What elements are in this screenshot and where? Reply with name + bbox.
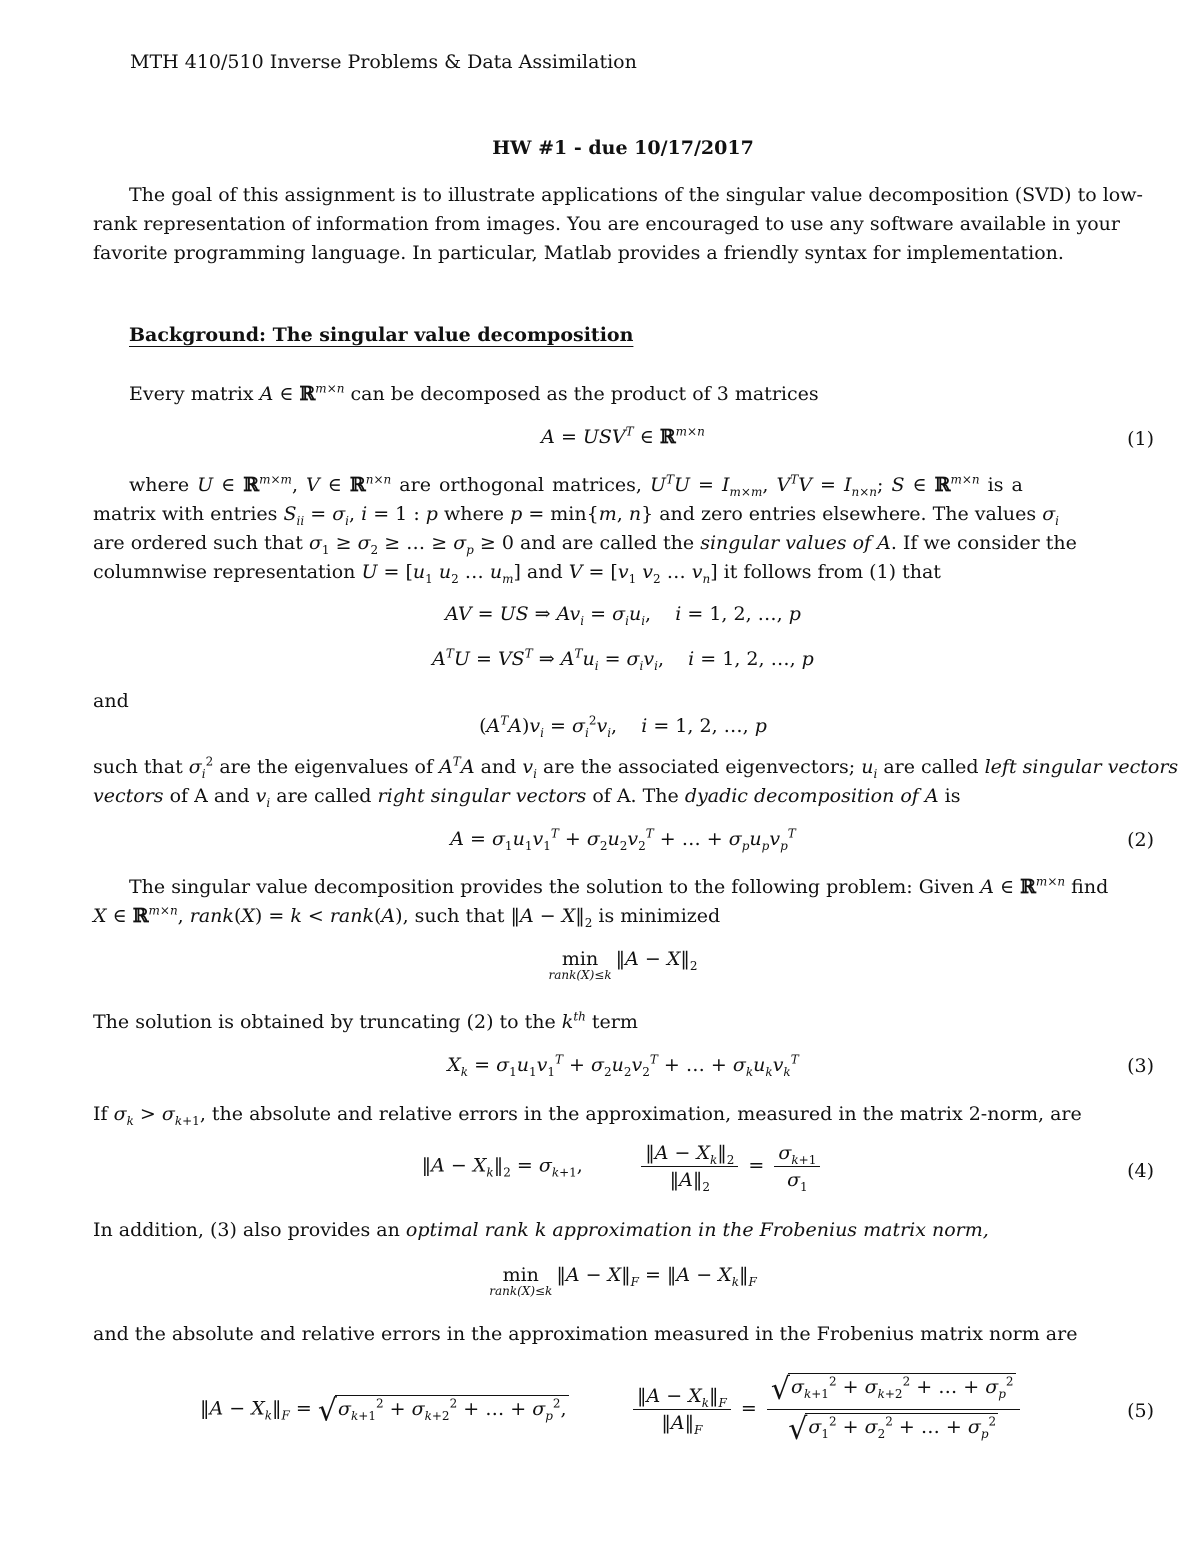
text-span: where <box>129 474 190 496</box>
text-span: right singular vectors <box>377 785 587 807</box>
text-frobenius: and the absolute and relative errors in the approximation measured in the Frobenius matrix norm are <box>93 1323 1078 1345</box>
equation-number: (5) <box>1127 1400 1154 1422</box>
equation-number: (1) <box>1127 428 1154 450</box>
equation-minF: min rank(X)≤k ‖A − $X‖_F$ = ‖A − $X_k‖_F$ <box>489 1264 757 1298</box>
text-line: are ordered such that $\sigma_1 \ge \sigma_2$ ≥ … ≥ $\sigma_p \ge 0$ and are called the singular values of A. If we consider the <box>93 532 1077 557</box>
page-title: HW #1 - due 10/17/2017 <box>492 137 754 159</box>
equation-min2: min rank(X)≤k ‖A − $X‖_2$ <box>548 948 698 982</box>
text-span: term <box>591 1011 638 1033</box>
text-line: X ∈ ℝ$^{m\times n}$, rank(X) = k < rank(A), such that ‖A − $X‖_2$ is minimized <box>93 903 721 930</box>
text-span: dyadic decomposition of A <box>684 785 939 807</box>
equation-4: ‖A − $X_k‖_2 = \sigma_{k+1}$, $\frac{‖A - X_k‖_2}{‖A‖_2}$ = $\frac{\sigma_{k+1}}{\sigma_1}$ <box>93 1142 1153 1191</box>
section-heading: Background: The singular value decomposition <box>129 324 634 346</box>
text-span: and <box>526 561 563 583</box>
text-line: matrix with entries $S_{ii} = \sigma_i$, i = 1 : p where p = min{m, n} and zero entries elsewhere. The values $\sigma_i$ <box>93 503 1060 528</box>
text-span: and zero entries elsewhere. The values <box>659 503 1037 525</box>
text-span: are the associated eigenvectors; <box>543 756 856 778</box>
text-span: , the absolute and relative errors in the approximation, measured in the matrix 2-norm, are <box>199 1103 1082 1125</box>
equation-2: $A = \sigma_1u_1v_1^T + \sigma_2u_2v_2^T$ + … + $\sigma_pu_pv_p^T$ <box>450 826 796 853</box>
text-span: can be decomposed as the product of 3 matrices <box>350 383 819 405</box>
text-span: . If we consider the <box>890 532 1077 554</box>
text-line: vectors of A and $v_i$ are called right singular vectors of A. The dyadic decomposition of A is <box>93 785 961 810</box>
text-span: is a <box>987 474 1023 496</box>
equation-number: (4) <box>1127 1160 1154 1182</box>
text-and: and <box>93 690 129 712</box>
text-span: optimal rank k approximation in the Frobenius matrix norm, <box>405 1219 989 1241</box>
text-span: and are called the <box>520 532 695 554</box>
text-span: , such that <box>402 905 505 927</box>
text-span: where <box>443 503 505 525</box>
equation-number: (3) <box>1127 1055 1154 1077</box>
text-span: are the eigenvalues of <box>219 756 434 778</box>
intro-paragraph: The goal of this assignment is to illustrate applications of the singular value decomposition (SVD) to low-rank representation of information from images. You are encouraged to use any software available in your favorite programming language. In particular, Matlab provides a friendly syntax for implementation. <box>93 184 1143 264</box>
equation-3: $X_k = \sigma_1u_1v_1^T + \sigma_2u_2v_2^T$ + … + $\sigma_ku_kv_k^T$ <box>447 1052 799 1079</box>
equation-number: (2) <box>1127 829 1154 851</box>
text-span: such that <box>93 756 183 778</box>
text-line: such that $\sigma_i^2$ are the eigenvalues of $A^TA$ and $v_i$ are the associated eigenvectors; $u_i$ are called left singular vectors <box>93 754 1179 781</box>
equation-atu: $A^TU = VS^T$ ⇒ $A^Tu_i = \sigma_iv_i$, i = 1, 2, …, p <box>432 646 814 673</box>
text-span: is minimized <box>598 905 721 927</box>
text-line: columnwise representation $U = [u_1$ $u_2$ … $u_m$] and $V = [v_1$ $v_2$ … $v_n$] it follows from (1) that <box>93 561 941 586</box>
equation-ata: $(A^TA)v_i = \sigma_i^2v_i$, i = 1, 2, …, p <box>479 713 767 740</box>
text-span: are called <box>276 785 372 807</box>
text-span: find <box>1071 876 1109 898</box>
text-span: If <box>93 1103 108 1125</box>
text-span: matrix with entries <box>93 503 278 525</box>
text-span: it follows from (1) that <box>723 561 941 583</box>
text-line: The singular value decomposition provides the solution to the following problem: Given A ∈ ℝ$^{m\times n}$ find <box>129 874 1109 898</box>
equation-1: $A = USV^T$ ∈ ℝ$^{m\times n}$ <box>541 424 705 448</box>
text-span: In addition, (3) also provides an <box>93 1219 400 1241</box>
text-span: left singular vectors <box>984 756 1179 778</box>
equation-av: AV = US ⇒ $Av_i = \sigma_iu_i$, i = 1, 2, …, p <box>445 603 801 628</box>
text-span: is <box>944 785 961 807</box>
text-span: of A. The <box>592 785 679 807</box>
text-line <box>93 1216 989 1245</box>
text-span: The solution is obtained by truncating (2) to the <box>93 1011 556 1033</box>
text-line: If $\sigma_k > \sigma_{k+1}$, the absolute and relative errors in the approximation, measured in the matrix 2-norm, are <box>93 1103 1082 1128</box>
text-span: are orthogonal matrices, <box>399 474 642 496</box>
text-span: singular values of A <box>700 532 891 554</box>
course-header: MTH 410/510 Inverse Problems & Data Assimilation <box>130 51 637 73</box>
text-span: and <box>480 756 517 778</box>
text-span: of A and <box>169 785 250 807</box>
text-span: are called <box>883 756 979 778</box>
text-line: where U ∈ ℝ$^{m\times m}$, V ∈ ℝ$^{n\times n}$ are orthogonal matrices, $U^TU = I_{m\times m}$, $V^TV = I_{n\times n}$; S ∈ ℝ$^{m\times n}$ is a <box>129 472 1023 499</box>
text-span: The singular value decomposition provides the solution to the following problem: Given <box>129 876 975 898</box>
text-span: Every matrix <box>129 383 254 405</box>
text-line: The solution is obtained by truncating (2) to the $k^{th}$ term <box>93 1009 638 1033</box>
text-span: are ordered such that <box>93 532 303 554</box>
text-span: columnwise representation <box>93 561 356 583</box>
text-line: Every matrix A ∈ ℝ$^{m\times n}$ can be decomposed as the product of 3 matrices <box>129 381 819 405</box>
equation-5: ‖A − $X_k‖_F = √\sigma_{k+1}^2 + \sigma_{k+2}^2$ + … + $\sigma_p^2$, $\frac{‖A - X_k‖_F}{‖A‖_F}$ = $\frac{√\sigma_{k+1}^2 + \sigma_{k+2}^2 + \dots + \sigma_p^2}{√\sigma_1^2 + \sigma_2^2 + \dots + \sigma_p^2}$ <box>200 1372 1024 1447</box>
